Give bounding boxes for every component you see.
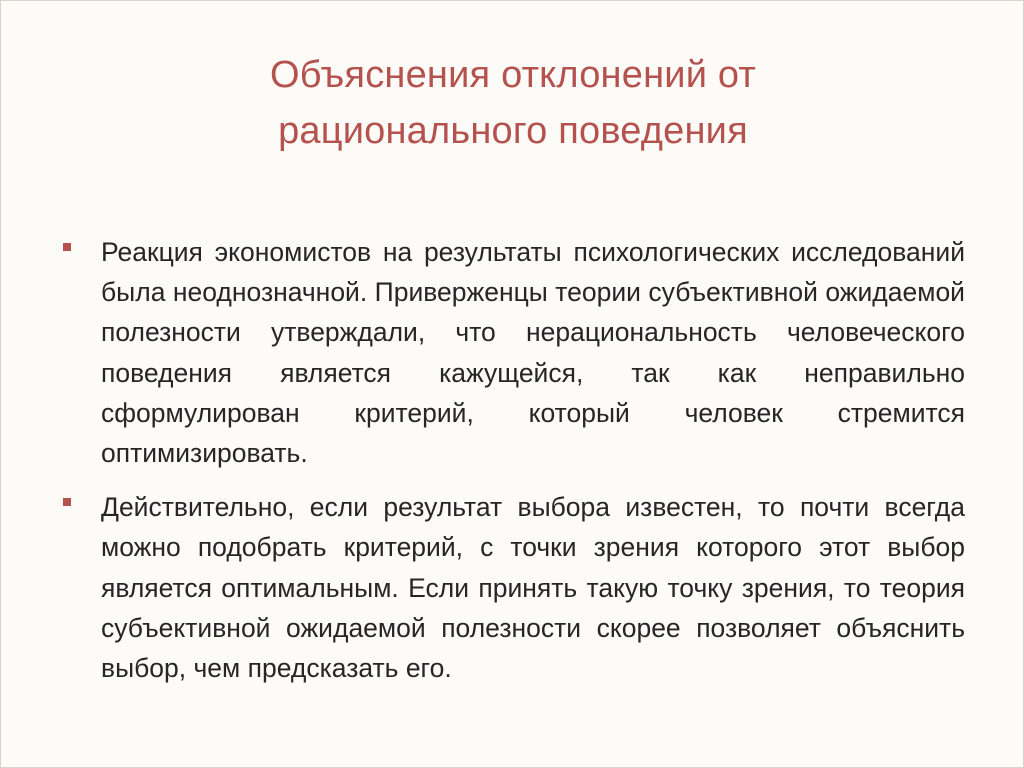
bullet-text: Реакция экономистов на результаты психологических исследований была неоднозначной. Приверженцы теории субъективной ожидаемой полезности утверждали, что нерациональность человеческого поведения является кажущейся, так как неправильно сформулирован критерий, который человек стремится оптимизировать. (101, 237, 965, 469)
slide-title (1, 47, 1024, 159)
square-bullet-icon (63, 243, 71, 251)
slide-title-line-1: Объяснения отклонений от (270, 54, 756, 96)
bullet-list (63, 232, 965, 702)
bullet-item (63, 487, 965, 688)
slide-title-line-2: рационального поведения (278, 110, 748, 152)
bullet-item (63, 232, 965, 473)
square-bullet-icon (63, 498, 71, 506)
bullet-text: Действительно, если результат выбора известен, то почти всегда можно подобрать критерий, с точки зрения которого этот выбор является оптимальным. Если принять такую точку зрения, то теория субъективной ожидаемой полезности скорее позволяет объяснить выбор, чем предсказать его. (101, 492, 965, 684)
